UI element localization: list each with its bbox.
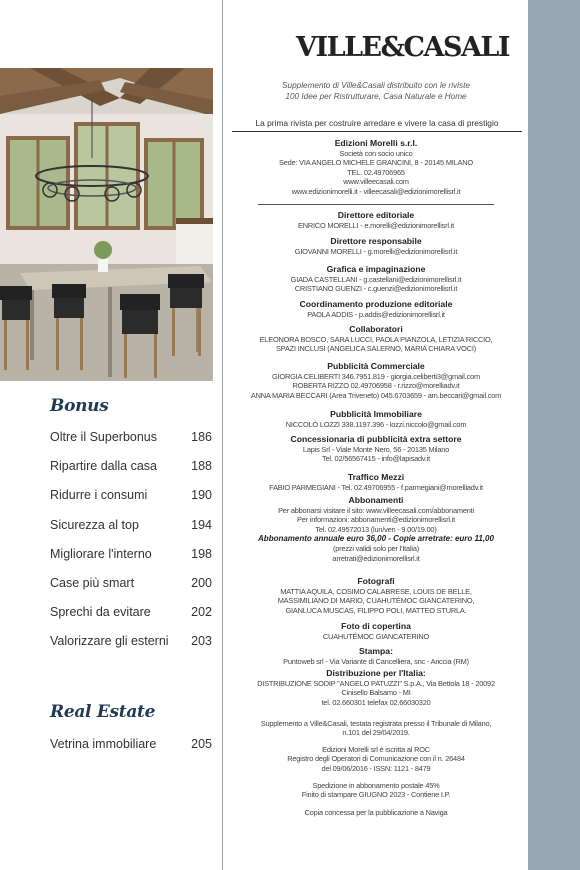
- credit-line: CRISTIANO GUENZI - c.guenzi@edizionimorellisrl.it: [294, 284, 458, 294]
- publisher-line: Sede: VIA ANGELO MICHELE GRANCINI, 8 - 20145 MILANO: [279, 158, 473, 168]
- credit-line: tel. 02.660301 telefax 02.66030320: [321, 697, 431, 707]
- toc-page-number: 205: [191, 737, 212, 751]
- credit-block: [228, 409, 524, 429]
- credit-heading: Distribuzione per l'Italia:: [326, 668, 426, 678]
- credit-line: FABIO PARMEGIANI - Tel. 02.49706955 - f.parmegiani@morelliadv.it: [269, 483, 483, 492]
- credit-line: PAOLA ADDIS - p.addis@edizionimorellisrl.it: [307, 310, 445, 319]
- footer-line: Supplemento a Ville&Casali, testata registrata presso il Tribunale di Milano,: [260, 719, 492, 728]
- toc-label: Oltre il Superbonus: [50, 430, 158, 444]
- credit-line: ANNA MARIA BECCARI (Area Triveneto) 045.6703659 - am.beccari@gmail.com: [250, 390, 502, 400]
- credit-line: ROBERTA RIZZO 02.49706958 - r.rizzo@morelliadv.it: [292, 381, 460, 391]
- footer-line: n.101 del 29/04/2019.: [342, 728, 410, 738]
- toc-label: Ridurre i consumi: [50, 488, 148, 503]
- dining-room-illustration: [0, 68, 213, 381]
- credit-line: GIORGIA CELIBERTI 346.7951.819 - giorgia.celiberti3@gmail.com: [272, 372, 480, 381]
- toc-page-number: 186: [191, 430, 212, 444]
- credit-heading: Concessionaria di pubblicità extra settore: [290, 434, 462, 444]
- credit-heading: Traffico Mezzi: [347, 472, 405, 482]
- credit-line: Puntoweb srl - Via Variante di Cancelliera, snc - Ariccia (RM): [283, 657, 469, 666]
- publisher-line: www.edizionimorelli.it - villeecasali@edizionimorellisrl.it: [291, 186, 461, 196]
- credit-heading: Fotografi: [357, 576, 395, 586]
- footer-note: [228, 745, 524, 773]
- subtitle-line: Supplemento di Ville&Casali distribuito con le riviste: [282, 81, 470, 90]
- toc-label: Vetrina immobiliare: [50, 737, 157, 751]
- credit-line: Per abbonarsi visitare il sito: www.villeecasali.com/abbonamenti: [278, 506, 474, 515]
- credit-block: [228, 299, 524, 319]
- credit-line: MATTIA AQUILA, COSIMO CALABRESE, LOUIS DE BELLE,: [280, 587, 472, 596]
- credit-block: [228, 646, 524, 666]
- credit-block: [228, 495, 524, 563]
- credit-line: Cinisello Balsamo - MI: [341, 688, 411, 698]
- toc-row: [50, 488, 212, 508]
- dining-room-photo: [0, 68, 213, 381]
- credit-line: DISTRIBUZIONE SODIP "ANGELO PATUZZI" S.p.A., Via Bettola 18 - 20092: [257, 679, 495, 688]
- toc-page-number: 188: [191, 459, 212, 474]
- credit-line: Per informazioni: abbonamenti@edizionimorellisrl.it: [297, 515, 455, 525]
- toc-page-number: 190: [191, 488, 212, 503]
- toc-page-number: 202: [191, 605, 212, 620]
- toc-page-number: 198: [191, 546, 212, 561]
- credit-block: [228, 472, 524, 492]
- toc-page-number: 203: [191, 634, 212, 649]
- credit-line: Tel. 02/56567415 - info@lapisadv.it: [321, 454, 430, 464]
- toc-label: Ripartire dalla casa: [50, 459, 157, 474]
- publisher-line: Società con socio unico: [339, 149, 413, 158]
- toc-row: [50, 518, 212, 538]
- toc-row: [50, 737, 212, 757]
- credit-line: SPAZI INCLUSI (ANGELICA SALERNO, MARIA CHIARA VOCI): [276, 344, 476, 354]
- credit-line: arretrati@edizionimorellisrl.it: [332, 553, 420, 563]
- credit-heading: Abbonamenti: [348, 495, 404, 505]
- column-divider: [222, 0, 223, 870]
- credit-line: Tel. 02.49572013 (lun/ven - 9.00/19.00): [315, 524, 437, 534]
- credit-block: [228, 434, 524, 464]
- credit-block: [228, 324, 524, 354]
- credit-heading: Foto di copertina: [341, 621, 411, 631]
- publisher-line: www.villeecasali.com: [343, 177, 409, 187]
- footer-note: [228, 808, 524, 817]
- footer-note: [228, 781, 524, 800]
- section-title-bonus: Bonus: [50, 396, 109, 416]
- ville-casali-logo: [296, 26, 510, 70]
- credit-line: NICCOLÒ LOZZI 338.1197.396 - lozzi.niccolo@gmail.com: [285, 420, 467, 429]
- credit-heading: Collaboratori: [349, 324, 403, 334]
- publisher-line: TEL. 02.49706965: [347, 167, 405, 177]
- left-column: [0, 0, 216, 870]
- footer-line: Registro degli Operatori di Comunicazione con il n. 26484: [287, 754, 465, 764]
- toc-page-number: 194: [191, 517, 212, 532]
- credit-block: [228, 210, 524, 230]
- credit-heading: Direttore editoriale: [337, 210, 415, 220]
- side-color-band: [528, 0, 580, 870]
- section-title-real-estate: Real Estate: [50, 702, 156, 722]
- separator: [258, 204, 494, 205]
- subscription-price: Abbonamento annuale euro 36,00 - Copie arretrate: euro 11,00: [258, 534, 494, 544]
- credit-line: GIOVANNI MORELLI - g.morelli@edizionimorellisrl.it: [294, 247, 458, 256]
- toc-row: [50, 430, 212, 450]
- toc-row: [50, 459, 212, 479]
- toc-label: Migliorare l'interno: [50, 546, 152, 561]
- credit-heading: Pubblicità Immobiliare: [330, 409, 422, 419]
- footer-line: Finito di stampare GIUGNO 2023 - Contiene I.P.: [301, 790, 451, 800]
- subtitle-line: 100 Idee per Ristrutturare, Casa Naturale e Home: [285, 92, 467, 101]
- toc-label: Sprechi da evitare: [50, 605, 151, 620]
- footer-line: Spedizione in abbonamento postale 45%: [312, 781, 440, 790]
- credit-heading: Coordinamento produzione editoriale: [299, 299, 453, 309]
- credit-heading: Direttore responsabile: [330, 236, 422, 246]
- credit-heading: Grafica e impaginazione: [326, 264, 426, 274]
- credit-line: (prezzi validi solo per l'Italia): [333, 544, 419, 554]
- credit-heading: Stampa:: [359, 646, 393, 656]
- toc-label: Case più smart: [50, 576, 135, 590]
- credit-line: Lapis Srl - Viale Monte Nero, 56 - 20135 Milano: [302, 445, 450, 454]
- credit-line: ENRICO MORELLI - e.morelli@edizionimorellisrl.it: [297, 221, 454, 230]
- footer-line: Copia concessa per la pubblicazione a Naviga: [304, 808, 448, 817]
- credit-heading: Pubblicità Commerciale: [327, 361, 425, 371]
- footer-line: del 09/06/2016 - ISSN: 1121 - 8479: [321, 763, 431, 773]
- credit-block: [228, 236, 524, 256]
- credit-line: GIANLUCA MUSCAS, FILIPPO POLI, MATTEO STURLA.: [285, 605, 467, 615]
- footer-line: Edizioni Morelli srl è iscritta al ROC: [322, 745, 430, 754]
- toc-row: [50, 605, 212, 625]
- credit-line: GIADA CASTELLANI - g.castellani@edizionimorellisrl.it: [290, 275, 462, 284]
- toc-row: [50, 576, 212, 596]
- credit-line: CUAHUTÉMOC GIANCATERINO: [322, 632, 430, 641]
- credit-block: [228, 361, 524, 400]
- credit-block: [228, 668, 524, 707]
- credit-block: [228, 621, 524, 641]
- masthead-subtitle: [228, 80, 524, 102]
- logo-text: VILLE&CASALI: [296, 32, 510, 63]
- credit-block: [228, 576, 524, 615]
- publisher-block: [228, 138, 524, 196]
- publisher-name: Edizioni Morelli s.r.l.: [334, 138, 418, 148]
- masthead-tagline: La prima rivista per costruire arredare e vivere la casa di prestigio: [232, 118, 522, 132]
- toc-label: Sicurezza al top: [50, 517, 139, 532]
- toc-row: [50, 547, 212, 567]
- footer-note: [228, 719, 524, 738]
- credit-block: [228, 264, 524, 294]
- toc-page-number: 200: [191, 576, 212, 590]
- credit-line: ELEONORA BOSCO, SARA LUCCI, PAOLA PIANZOLA, LETIZIA RICCIO,: [259, 335, 493, 344]
- toc-label: Valorizzare gli esterni: [50, 634, 169, 649]
- toc-row: [50, 634, 212, 654]
- credit-line: MASSIMILIANO DI MARIO, CUAHUTÉMOC GIANCATERINO,: [277, 596, 475, 606]
